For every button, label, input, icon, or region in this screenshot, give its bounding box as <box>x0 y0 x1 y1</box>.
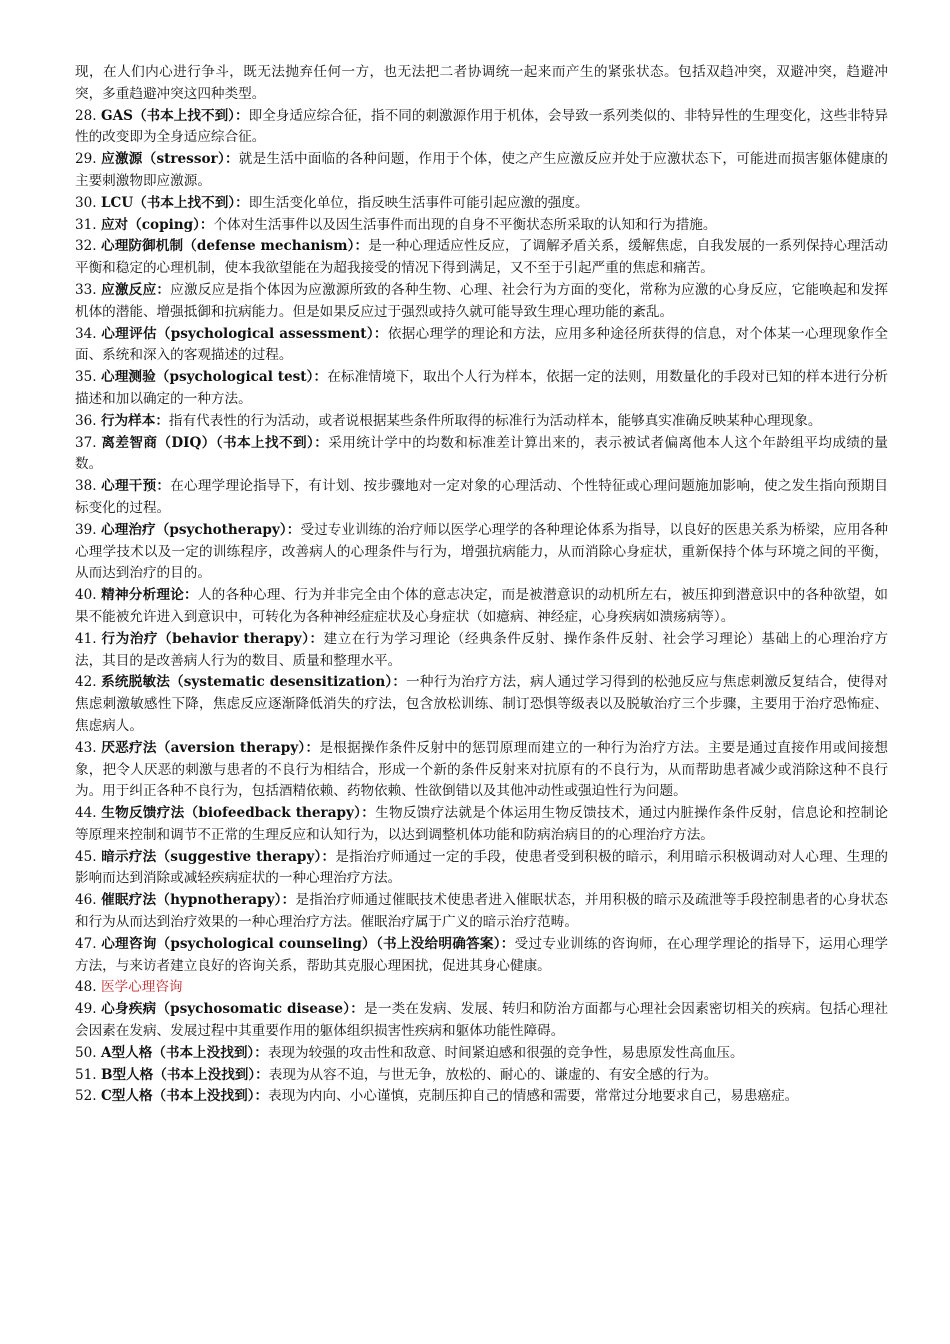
entry-body: 受过专业训练的治疗师以医学心理学的各种理论体系为指导，以良好的医患关系为桥梁，应用各种心理学技术以及一定的训练程序，改善病人的心理条件与行为，增强抗病能力，从而消除心身症状，重新保持个体与环境之间的平衡，从而达到治疗的目的。 <box>75 521 889 582</box>
entry-term: 精神分析理论： <box>101 587 198 604</box>
entry-term: 厌恶疗法（aversion therapy）： <box>101 739 320 756</box>
entry-term: 应对（coping）： <box>100 216 214 233</box>
entry-body: 是一种心理适应性反应，了调解矛盾关系，缓解焦虑，自我发展的一系列保持心理活动平衡和稳定的心理机制，使本我欲望能在为超我接受的情况下得到满足，又不至于引起严重的焦虑和痛苦。 <box>75 238 889 277</box>
entry-body: 依据心理学的理论和方法，应用多种途径所获得的信息，对个体某一心理现象作全面、系统和深入的客观描述的过程。 <box>75 325 888 364</box>
entry-intro <box>75 62 888 106</box>
entry-number: 46. <box>75 892 97 909</box>
entry-number: 41. <box>75 630 97 647</box>
entry-body: 个体对生活事件以及因生活事件而出现的自身不平衡状态所采取的认知和行为措施。 <box>213 216 717 233</box>
entry-number: 29. <box>75 151 97 168</box>
entry-39 <box>75 520 888 585</box>
entry-40 <box>75 585 888 629</box>
entry-number: 49. <box>75 1001 97 1018</box>
entry-48 <box>75 977 888 999</box>
entry-body: 生物反馈疗法就是个体运用生物反馈技术，通过内脏操作条件反射，信息论和控制论等原理来控制和调节不正常的生理反应和认知行为，以达到调整机体功能和防病治病目的的心理治疗方法。 <box>75 805 889 843</box>
entry-37 <box>75 433 888 477</box>
entry-body: 在心理学理论指导下，有计划、按步骤地对一定对象的心理活动、个性特征或心理问题施加影响，使之发生指向预期目标变化的过程。 <box>75 478 889 516</box>
entry-number: 30. <box>75 194 97 211</box>
entry-38 <box>75 476 888 520</box>
entry-body: 建立在行为学习理论（经典条件反射、操作条件反射、社会学习理论）基础上的心理治疗方法，其目的是改善病人行为的数目、质量和整理水平。 <box>75 630 888 669</box>
entry-body: 现，在人们内心进行争斗，既无法抛弃任何一方，也无法把二者协调统一起来而产生的紧张状态。包括双趋冲突，双避冲突，趋避冲突，多重趋避冲突这四种类型。 <box>75 64 888 102</box>
entry-50 <box>75 1043 888 1065</box>
entry-number: 34. <box>75 325 97 342</box>
entry-number: 52. <box>75 1088 97 1105</box>
entry-number: 47. <box>75 935 97 952</box>
entry-term: 心理测验（psychological test）： <box>101 369 328 386</box>
entry-body: 是指治疗师通过催眠技术使患者进入催眠状态，并用积极的暗示及疏泄等手段控制患者的心身状态和行为从而达到治疗效果的一种心理治疗方法。催眠治疗属于广义的暗示治疗范畴。 <box>75 892 888 931</box>
entry-term: 心理防御机制（defense mechanism）： <box>101 238 369 255</box>
entry-body: 指有代表性的行为活动，或者说根据某些条件所取得的标准行为活动样本，能够真实准确反映某种心理现象。 <box>168 412 822 429</box>
entry-28 <box>75 106 888 150</box>
entry-number: 33. <box>75 281 97 298</box>
entry-term: 应激源（stressor）： <box>101 151 239 168</box>
entry-term: 催眠疗法（hypnotherapy）： <box>101 892 296 909</box>
entry-term: 心理评估（psychological assessment）： <box>101 325 388 342</box>
entry-body: 应激反应是指个体因为应激源所致的各种生物、心理、社会行为方面的变化，常称为应激的心身反应，它能唤起和发挥机体的潜能、增强抵御和抗病能力。但是如果反应过于强烈或持久就可能导致生理心理功能的紊乱。 <box>75 281 889 320</box>
entry-number: 43. <box>75 739 97 756</box>
entry-31 <box>75 215 888 237</box>
entry-number: 32. <box>75 238 97 255</box>
entry-body: 表现为内向、小心谨慎，克制压抑自己的情感和需要，常常过分地要求自己，易患癌症。 <box>268 1088 799 1105</box>
entry-number: 36. <box>75 412 97 429</box>
entry-body: 人的各种心理、行为并非完全由个体的意志决定，而是被潜意识的动机所左右，被压抑到潜意识中的各种欲望，如果不能被允许进入到意识中，可转化为各种神经症症状及心身症状（如癔病、神经症，心身疾病如溃疡病等）。 <box>75 587 889 625</box>
entry-body: 即全身适应综合征，指不同的刺激源作用于机体，会导致一系列类似的、非特异性的生理变化，这些非特异性的改变即为全身适应综合征。 <box>75 107 888 146</box>
entry-number: 31. <box>75 216 97 233</box>
entry-body: 是根据操作条件反射中的惩罚原理而建立的一种行为治疗方法。主要是通过直接作用或间接想象，把令人厌恶的刺激与患者的不良行为相结合，形成一个新的条件反射来对抗原有的不良行为，从而帮助患者减少或消除这种不良行为。用于纠正各种不良行为，包括酒精依赖、药物依赖、性欲倒错以及其他冲动性或强迫性行为问题。 <box>75 739 888 800</box>
entry-body: 就是生活中面临的各种问题，作用于个体，使之产生应激反应并处于应激状态下，可能进而损害躯体健康的主要刺激物即应激源。 <box>75 151 888 189</box>
entry-number: 28. <box>75 107 97 124</box>
entry-49 <box>75 999 888 1043</box>
entry-33 <box>75 280 888 324</box>
entry-number: 44. <box>75 805 97 822</box>
entry-43 <box>75 738 888 803</box>
entry-number: 37. <box>75 434 97 451</box>
entry-number: 35. <box>75 369 97 386</box>
entry-number: 45. <box>75 848 97 865</box>
entry-term: GAS（书本上找不到）： <box>100 107 249 124</box>
entry-term: 离差智商（DIQ）（书本上找不到）： <box>101 434 329 451</box>
entry-number: 38. <box>75 478 97 495</box>
entry-41 <box>75 629 888 673</box>
entry-34 <box>75 324 888 368</box>
entry-term: 心身疾病（psychosomatic disease）： <box>101 1001 365 1018</box>
entry-body: 即生活变化单位，指反映生活事件可能引起应激的强度。 <box>248 194 589 211</box>
entry-number: 39. <box>75 521 97 538</box>
entry-number: 48. <box>75 979 97 996</box>
entry-body: 一种行为治疗方法，病人通过学习得到的松弛反应与焦虑刺激反复结合，使得对焦虑刺激敏感性下降，焦虑反应逐渐降低消失的疗法，包含放松训练、制订恐惧等级表以及脱敏治疗三个步骤，主要用于治疗恐怖症、焦虑病人。 <box>75 674 888 734</box>
entry-term: 心理咨询（psychological counseling）（书上没给明确答案）： <box>101 935 515 952</box>
entry-term: A型人格（书本上没找到）： <box>100 1044 268 1061</box>
entry-body: 采用统计学中的均数和标准差计算出来的，表示被试者偏离他本人这个年龄组平均成绩的量数。 <box>75 434 888 473</box>
entry-term: 行为治疗（behavior therapy）： <box>101 630 324 647</box>
entry-45 <box>75 847 888 891</box>
entry-term: B型人格（书本上没找到）： <box>100 1066 269 1083</box>
entry-46 <box>75 890 888 934</box>
entry-body: 受过专业训练的咨询师，在心理学理论的指导下，运用心理学方法，与来访者建立良好的咨询关系，帮助其克服心理困扰，促进其身心健康。 <box>75 935 888 974</box>
entry-body: 在标准情境下，取出个人行为样本，依据一定的法则，用数量化的手段对已知的样本进行分析描述和加以确定的一种方法。 <box>75 369 889 407</box>
entry-term: C型人格（书本上没找到）： <box>100 1088 269 1105</box>
entry-term: 心理治疗（psychotherapy）： <box>101 521 301 538</box>
entry-44 <box>75 803 888 847</box>
entry-body: 是一类在发病、发展、转归和防治方面都与心理社会因素密切相关的疾病。包括心理社会因素在发病、发展过程中其重要作用的躯体组织损害性疾病和躯体功能性障碍。 <box>75 1001 888 1040</box>
entry-term: 生物反馈疗法（biofeedback therapy）： <box>101 805 376 822</box>
entry-term: LCU（书本上找不到）： <box>100 194 249 211</box>
entry-35 <box>75 367 888 411</box>
entry-body: 表现为较强的攻击性和敌意、时间紧迫感和很强的竞争性，易患原发性高血压。 <box>267 1044 744 1061</box>
entry-36 <box>75 411 888 433</box>
entry-32 <box>75 236 888 280</box>
entry-number: 51. <box>75 1066 97 1083</box>
entry-42 <box>75 672 888 737</box>
entry-body: 是指治疗师通过一定的手段，使患者受到积极的暗示，利用暗示积极调动对人心理、生理的影响而达到消除或减轻疾病症状的一种心理治疗方法。 <box>75 848 888 887</box>
entry-term: 心理干预： <box>101 478 171 495</box>
entry-30 <box>75 193 888 215</box>
entry-term: 系统脱敏法（systematic desensitization）： <box>101 674 407 691</box>
entry-47 <box>75 934 888 978</box>
entry-number: 42. <box>75 674 97 691</box>
entry-number: 50. <box>75 1044 97 1061</box>
entry-52 <box>75 1086 888 1108</box>
entry-term: 暗示疗法（suggestive therapy）： <box>101 848 336 865</box>
entry-term: 行为样本： <box>100 412 169 429</box>
entry-51 <box>75 1065 888 1087</box>
entry-body: 表现为从容不迫，与世无争，放松的、耐心的、谦虚的、有安全感的行为。 <box>268 1066 718 1083</box>
entry-number: 40. <box>75 587 97 604</box>
entry-heading-red: 医学心理咨询 <box>100 979 183 996</box>
entry-29 <box>75 149 888 193</box>
entry-term: 应激反应： <box>101 281 171 298</box>
